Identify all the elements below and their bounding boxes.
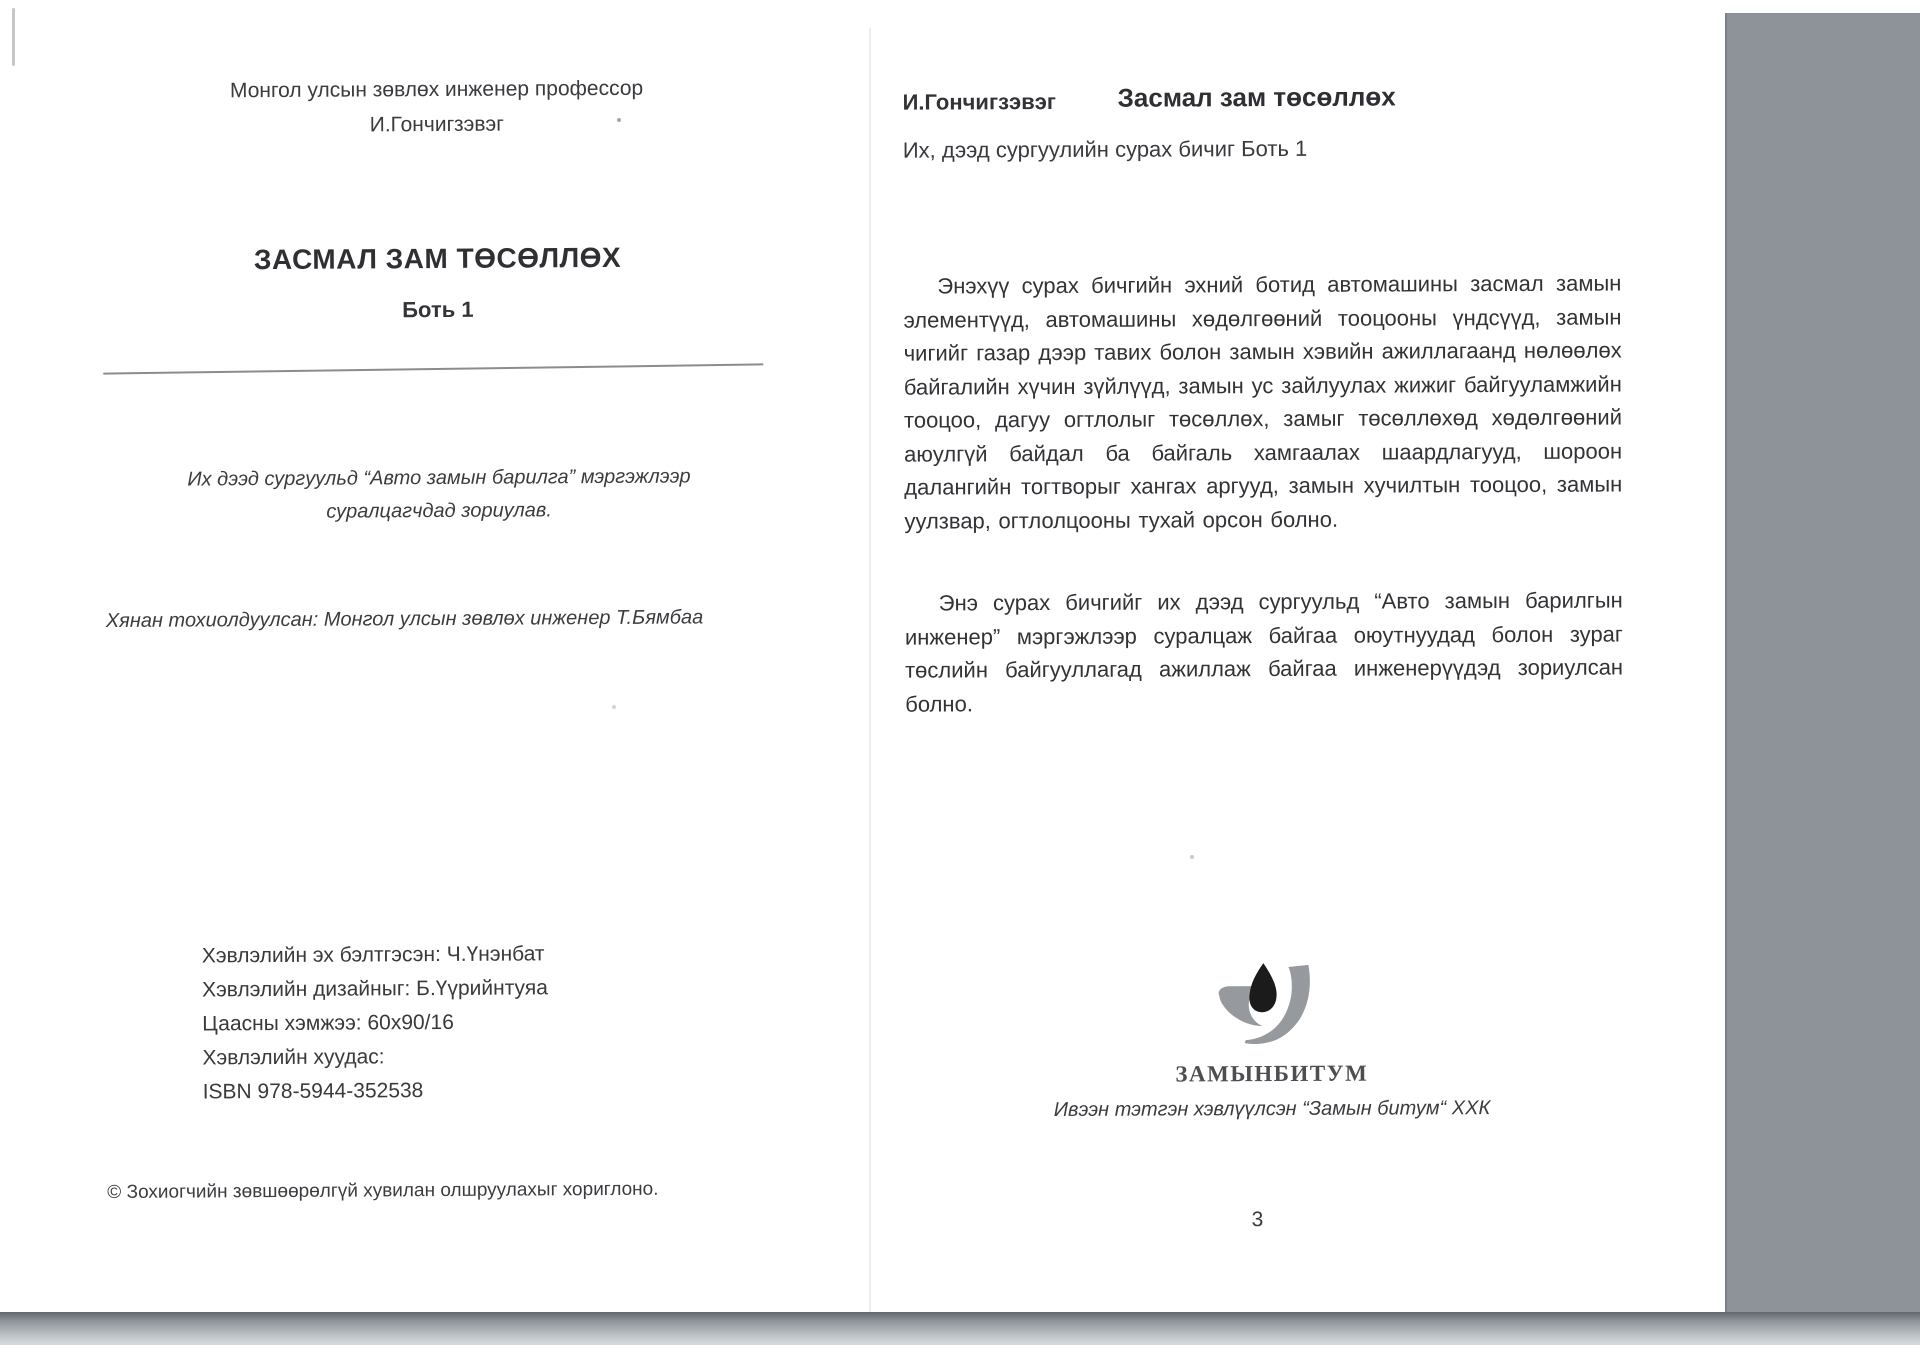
- imprint-line-isbn: ISBN 978-5944-352538: [202, 1079, 424, 1104]
- dedication-line: суралцагчдад зориулав.: [326, 499, 552, 523]
- book-title: ЗАСМАЛ ЗАМ ТӨСӨЛЛӨХ: [253, 241, 622, 276]
- imprint-block: [202, 937, 549, 1109]
- dedication-line: Их дээд сургуульд “Авто замын барилга” мэргэжлээр: [187, 465, 691, 491]
- body-paragraph-1: Энэхүү сурах бичгийн эхний ботид автомашины засмал замын элементүүд, автомашины хөдөлгөөний тооцооны үндсүүд, замын чигийг газар дээр тавих болон замын хэвийн ажиллагаанд нөлөөлөх байгалийн хүчин зүйлүүд, замын ус зайлуулах жижиг байгууламжийн тооцоо, дагуу огтлолыг төсөллөх, замыг төсөллөхөд хөдөлгөөний аюулгүй байдал ба байгаль хамгаалах шаардлагууд, шороон далангийн тогтворыг хангах аргууд, замын хучилтын тооцоо, замын уулзвар, огтлолцооны тухай орсон болно.: [903, 270, 1623, 534]
- author-affiliation: Монгол улсын зөвлөх инженер профессор: [229, 76, 644, 103]
- right-content-page: [877, 0, 1683, 1312]
- page-number: 3: [1251, 1208, 1264, 1232]
- imprint-line-design: Хэвлэлийн дизайныг: Б.Үүрийнтуяа: [201, 976, 548, 1002]
- title-divider-rule: [103, 363, 763, 374]
- editor-credit: Хянан тохиолдуулсан: Монгол улсын зөвлөх инженер Т.Бямбаа: [105, 606, 704, 633]
- dedication-block: [59, 460, 819, 531]
- running-header-title: Засмал зам төсөллөх: [1117, 81, 1396, 113]
- imprint-line-prepress: Хэвлэлийн эх бэлтгэсэн: Ч.Үнэнбат: [201, 942, 545, 968]
- sponsor-credit: Ивээн тэтгэн хэвлүүлсэн “Замын битум“ ХХК: [1053, 1097, 1491, 1121]
- copyright-notice: © Зохиогчийн зөвшөөрөлгүй хувилан олшруулахыг хориглоно.: [107, 1178, 659, 1204]
- scan-edge-mark: [12, 8, 15, 66]
- page-bottom-shadow: [0, 1312, 1920, 1345]
- publisher-logo: [1171, 958, 1372, 1088]
- center-fold-line: [869, 28, 871, 1312]
- running-header-author: И.Гончигзэвэг: [902, 88, 1057, 115]
- publisher-logo-text: ЗАМЫНБИТУМ: [1175, 1060, 1369, 1087]
- zamyn-bitum-logo-icon: [1210, 1041, 1334, 1059]
- author-name: И.Гончигзэвэг: [369, 112, 504, 137]
- left-title-page: [56, 0, 824, 1312]
- scanner-background-strip: [1725, 13, 1920, 1345]
- author-block: [56, 70, 816, 145]
- volume-label: Боть 1: [402, 296, 474, 323]
- body-paragraph-2: Энэ сурах бичгийг их дээд сургуульд “Авто замын барилгын инженер” мэргэжлээр суралцаж байгаа оюутнуудад болон зураг төслийн байгууллагад ажиллаж байгаа инженерүүдэд зориулсан болно.: [904, 587, 1624, 717]
- imprint-line-sheets: Хэвлэлийн хуудас:: [202, 1045, 385, 1070]
- imprint-line-paper-size: Цаасны хэмжээ: 60x90/16: [202, 1010, 454, 1036]
- series-subtitle: Их, дээд сургуулийн сурах бичиг Боть 1: [902, 135, 1308, 163]
